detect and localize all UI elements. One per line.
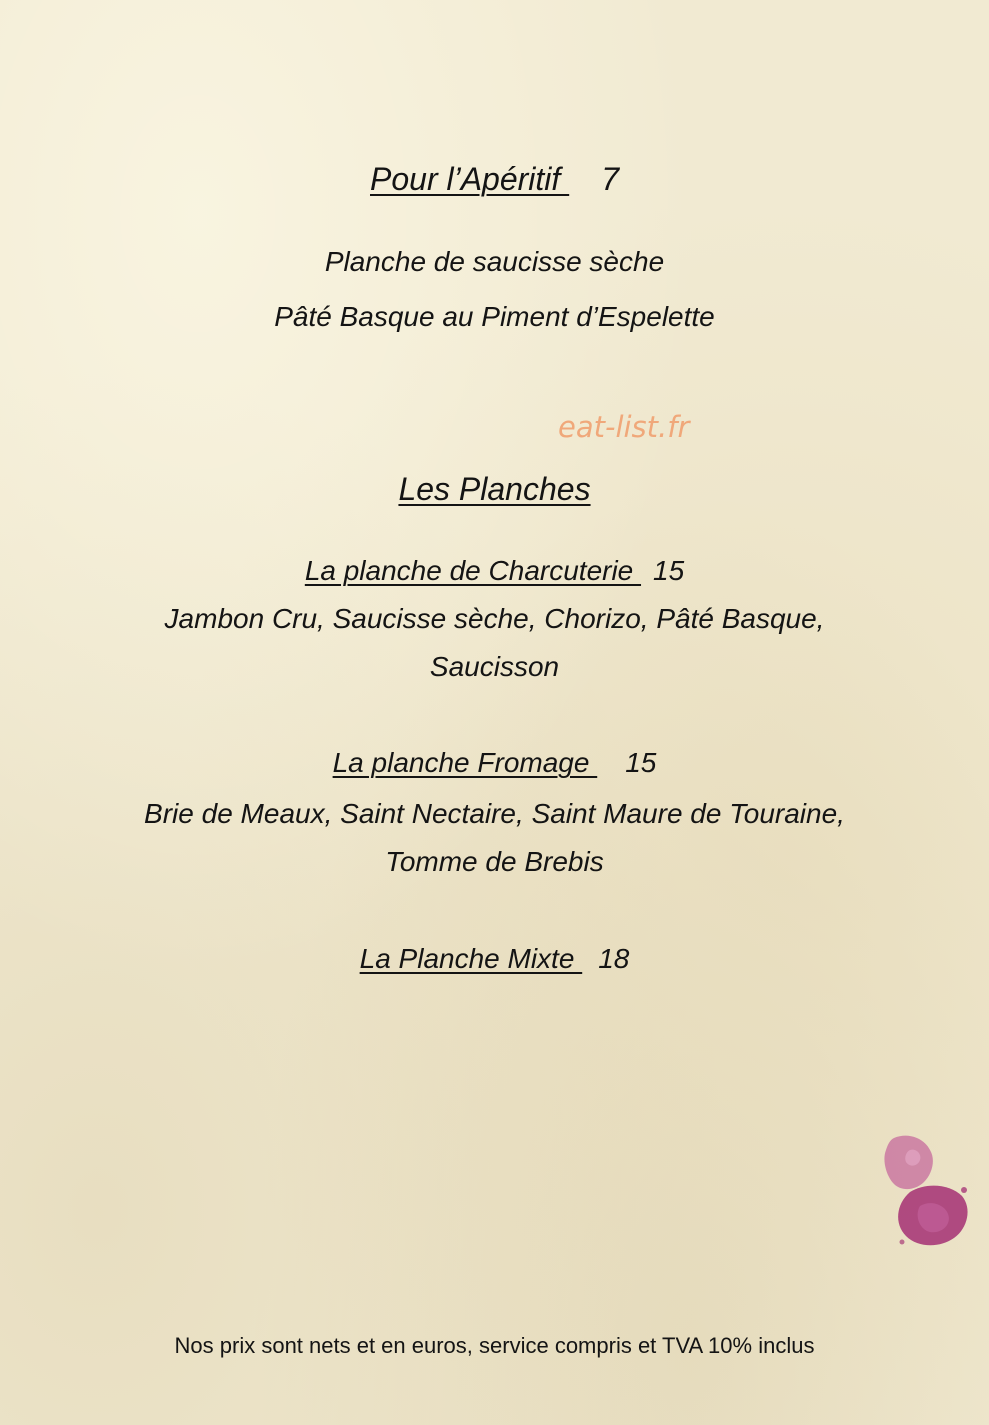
aperitif-price: 7 xyxy=(601,161,619,197)
planche-fromage-heading xyxy=(0,746,989,780)
watermark-text: eat-list.fr xyxy=(558,410,690,444)
planche-charcuterie-desc: Jambon Cru, Saucisse sèche, Chorizo, Pâté Basque, xyxy=(164,603,825,634)
planche-fromage-name: La planche Fromage xyxy=(332,747,598,778)
planche-mixte-heading xyxy=(0,942,989,976)
planche-mixte-price: 18 xyxy=(598,943,630,974)
planche-charcuterie-heading xyxy=(0,554,989,588)
wine-stain-icon xyxy=(880,1130,975,1260)
planches-heading xyxy=(0,470,989,508)
planche-mixte-name: La Planche Mixte xyxy=(359,943,583,974)
planche-fromage-desc: Tomme de Brebis xyxy=(385,846,604,877)
planche-fromage-price: 15 xyxy=(625,747,657,778)
footer-note: Nos prix sont nets et en euros, service compris et TVA 10% inclus xyxy=(174,1333,815,1358)
planches-title: Les Planches xyxy=(398,471,591,507)
aperitif-item: Planche de saucisse sèche xyxy=(324,246,665,277)
planche-charcuterie-name: La planche de Charcuterie xyxy=(304,555,642,586)
aperitif-title: Pour l’Apéritif xyxy=(370,161,570,197)
planche-charcuterie-price: 15 xyxy=(653,555,685,586)
aperitif-item: Pâté Basque au Piment d’Espelette xyxy=(274,301,715,332)
planche-charcuterie-desc: Saucisson xyxy=(429,651,560,682)
aperitif-heading xyxy=(0,160,989,198)
planche-fromage-desc: Brie de Meaux, Saint Nectaire, Saint Maure de Touraine, xyxy=(144,798,845,829)
